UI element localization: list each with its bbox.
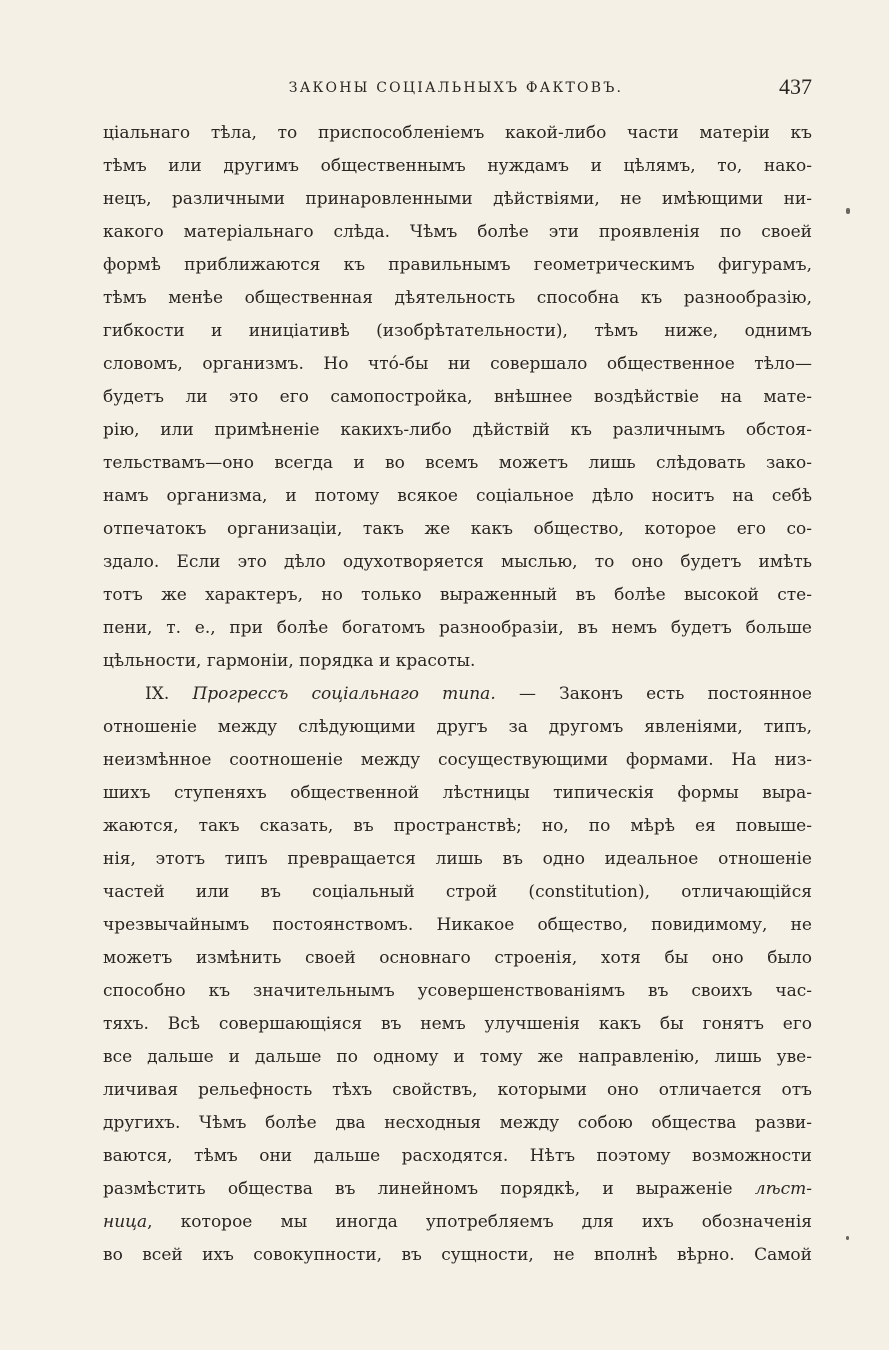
text-line: какого матеріальнаго слѣда. Чѣмъ болѣе эти проявленія по своей bbox=[103, 222, 812, 242]
text-line: здало. Если это дѣло одухотворяется мыслью, то оно будетъ имѣть bbox=[103, 552, 812, 572]
italic-word-continuation: ница bbox=[103, 1212, 148, 1232]
text-line: чрезвычайнымъ постоянствомъ. Никакое общество, повидимому, не bbox=[103, 915, 812, 935]
page-number: 437 bbox=[779, 74, 812, 99]
paragraph-2-line-lestnitsa bbox=[103, 1173, 812, 1206]
paragraph-2-first-line bbox=[103, 678, 812, 711]
text-line: отпечатокъ организаціи, такъ же какъ общество, которое его со- bbox=[103, 519, 812, 539]
text-line: способно къ значительнымъ усовершенствованіямъ въ своихъ час- bbox=[103, 981, 812, 1001]
text-line: отношеніе между слѣдующими другъ за другомъ явленіями, типъ, bbox=[103, 717, 812, 737]
paper-speck bbox=[846, 208, 850, 214]
text-line: гибкости и иниціативѣ (изобрѣтательности), тѣмъ ниже, однимъ bbox=[103, 321, 812, 341]
text-line: частей или въ соціальный строй (constitution), отличающійся bbox=[103, 882, 812, 902]
text-line: словомъ, организмъ. Но чтó-бы ни совершало общественное тѣло— bbox=[103, 354, 812, 374]
text-line: будетъ ли это его самопостройка, внѣшнее воздѣйствіе на мате- bbox=[103, 387, 812, 407]
paragraph-2-final-line: во всей ихъ совокупности, въ сущности, не вполнѣ вѣрно. Самой bbox=[103, 1245, 812, 1265]
italic-word: лѣст- bbox=[754, 1179, 812, 1199]
body-text bbox=[103, 117, 812, 1272]
text-line: намъ организма, и потому всякое соціальное дѣло носитъ на себѣ bbox=[103, 486, 812, 506]
text-line: тотъ же характеръ, но только выраженный въ болѣе высокой сте- bbox=[103, 585, 812, 605]
paragraph-1 bbox=[103, 117, 812, 678]
continuation-rest: , которое мы иногда употребляемъ для ихъ обозначенія bbox=[147, 1212, 812, 1232]
text-line: пени, т. е., при болѣе богатомъ разнообразіи, въ немъ будетъ больше bbox=[103, 618, 812, 638]
text-line: шихъ ступеняхъ общественной лѣстницы типическія формы выра- bbox=[103, 783, 812, 803]
text-line: тѣмъ или другимъ общественнымъ нуждамъ и цѣлямъ, то, нако- bbox=[103, 156, 812, 176]
text-line: жаются, такъ сказать, въ пространствѣ; но, по мѣрѣ ея повыше- bbox=[103, 816, 812, 836]
text-line: цѣльности, гармоніи, порядка и красоты. bbox=[103, 651, 476, 671]
text-line: личивая рельефность тѣхъ свойствъ, которыми оно отличается отъ bbox=[103, 1080, 812, 1100]
text-line: ваются, тѣмъ они дальше расходятся. Нѣтъ поэтому возможности bbox=[103, 1146, 812, 1166]
text-line: неизмѣнное соотношеніе между сосуществующими формами. На низ- bbox=[103, 750, 812, 770]
section-heading: Прогрессъ соціальнаго типа. bbox=[192, 684, 496, 704]
paragraph-2-line-continuation bbox=[103, 1206, 812, 1239]
text-line: нецъ, различными принаровленными дѣйствіями, не имѣющими ни- bbox=[103, 189, 812, 209]
first-line-rest: — Законъ есть постоянное bbox=[518, 684, 812, 704]
running-head bbox=[100, 74, 812, 104]
section-number: IX. bbox=[145, 684, 170, 704]
paper-speck bbox=[846, 1236, 849, 1240]
text-line: нія, этотъ типъ превращается лишь въ одно идеальное отношеніе bbox=[103, 849, 812, 869]
text-line: все дальше и дальше по одному и тому же направленію, лишь уве- bbox=[103, 1047, 812, 1067]
text-line: тяхъ. Всѣ совершающіяся въ немъ улучшенія какъ бы гонятъ его bbox=[103, 1014, 812, 1034]
running-title: ЗАКОНЫ СОЦІАЛЬНЫХЪ ФАКТОВЪ. bbox=[288, 80, 624, 96]
paragraph-2 bbox=[103, 711, 812, 1173]
text-line: тельствамъ—оно всегда и во всемъ можетъ лишь слѣдовать зако- bbox=[103, 453, 812, 473]
line-text: размѣстить общества въ линейномъ порядкѣ, и выраженіе bbox=[103, 1179, 733, 1199]
text-line: можетъ измѣнить своей основнаго строенія, хотя бы оно было bbox=[103, 948, 812, 968]
text-line: формѣ приближаются къ правильнымъ геометрическимъ фигурамъ, bbox=[103, 255, 812, 275]
text-line: другихъ. Чѣмъ болѣе два несходныя между собою общества разви- bbox=[103, 1113, 812, 1133]
text-line: рію, или примѣненіе какихъ-либо дѣйствій къ различнымъ обстоя- bbox=[103, 420, 812, 440]
text-line: ціальнаго тѣла, то приспособленіемъ какой-либо части матеріи къ bbox=[103, 123, 812, 143]
text-line: тѣмъ менѣе общественная дѣятельность способна къ разнообразію, bbox=[103, 288, 812, 308]
